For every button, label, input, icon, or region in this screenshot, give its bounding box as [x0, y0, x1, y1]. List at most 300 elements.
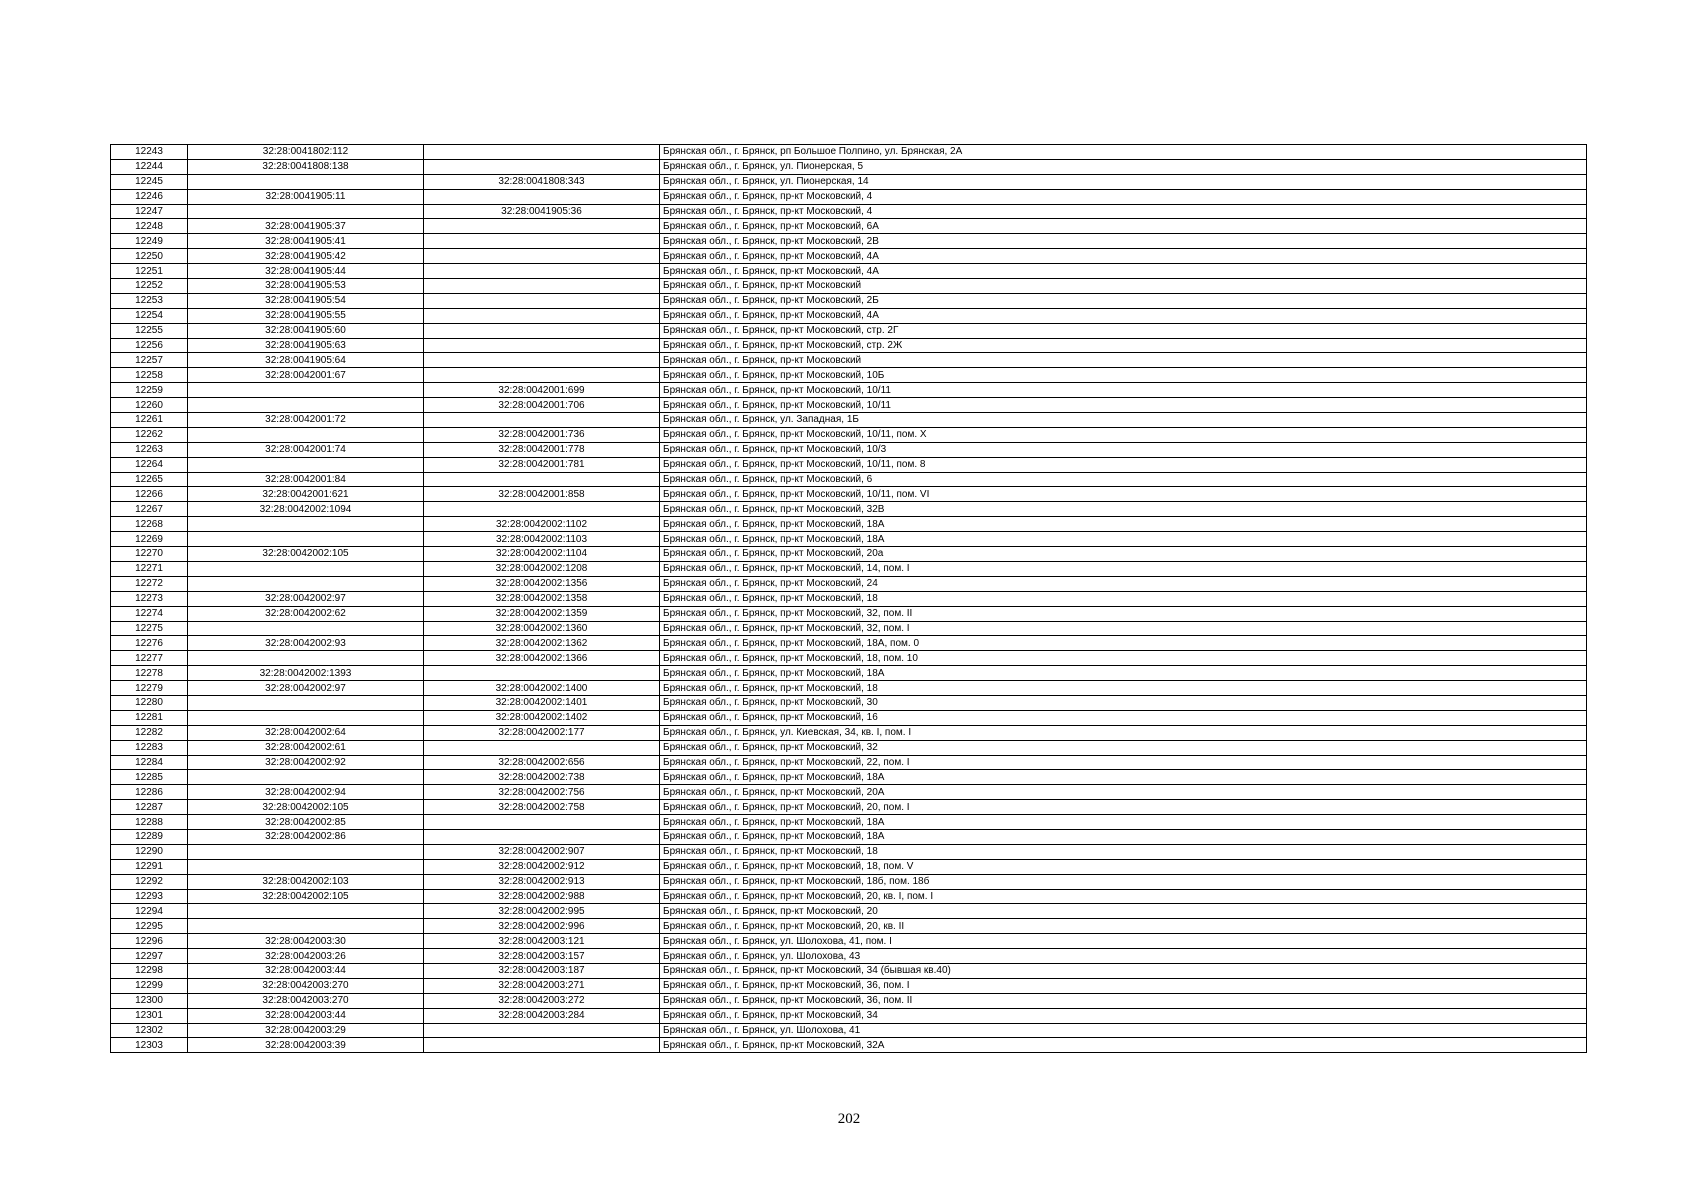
address: Брянская обл., г. Брянск, пр-кт Московский, 32, пом. I	[660, 621, 1587, 636]
land-cadastral-number: 32:28:0042001:84	[188, 472, 424, 487]
registry-table-body	[111, 145, 1587, 1053]
row-number: 12275	[111, 621, 188, 636]
land-cadastral-number	[188, 695, 424, 710]
building-cadastral-number	[424, 815, 660, 830]
address: Брянская обл., г. Брянск, пр-кт Московский, 2В	[660, 234, 1587, 249]
table-row	[111, 740, 1587, 755]
building-cadastral-number: 32:28:0042002:912	[424, 859, 660, 874]
building-cadastral-number: 32:28:0042001:736	[424, 427, 660, 442]
land-cadastral-number	[188, 844, 424, 859]
address: Брянская обл., г. Брянск, пр-кт Московский, стр. 2Г	[660, 323, 1587, 338]
table-row	[111, 576, 1587, 591]
address: Брянская обл., г. Брянск, пр-кт Московский, 10/3	[660, 442, 1587, 457]
building-cadastral-number: 32:28:0042002:913	[424, 874, 660, 889]
table-row	[111, 1038, 1587, 1053]
building-cadastral-number: 32:28:0042001:781	[424, 457, 660, 472]
row-number: 12268	[111, 517, 188, 532]
land-cadastral-number: 32:28:0042003:30	[188, 934, 424, 949]
row-number: 12293	[111, 889, 188, 904]
row-number: 12246	[111, 189, 188, 204]
address: Брянская обл., г. Брянск, пр-кт Московский, 10/11	[660, 398, 1587, 413]
land-cadastral-number	[188, 710, 424, 725]
page-number: 202	[837, 1111, 861, 1127]
table-row	[111, 502, 1587, 517]
land-cadastral-number: 32:28:0041905:55	[188, 308, 424, 323]
address: Брянская обл., г. Брянск, пр-кт Московский, 22, пом. I	[660, 755, 1587, 770]
address: Брянская обл., г. Брянск, ул. Западная, 1Б	[660, 413, 1587, 428]
address: Брянская обл., г. Брянск, пр-кт Московский, 6	[660, 472, 1587, 487]
address: Брянская обл., г. Брянск, пр-кт Московский, 20А	[660, 785, 1587, 800]
building-cadastral-number	[424, 1023, 660, 1038]
address: Брянская обл., г. Брянск, пр-кт Московский, 34 (бывшая кв.40)	[660, 963, 1587, 978]
building-cadastral-number	[424, 472, 660, 487]
land-cadastral-number: 32:28:0042002:64	[188, 725, 424, 740]
row-number: 12276	[111, 636, 188, 651]
land-cadastral-number: 32:28:0042002:93	[188, 636, 424, 651]
address: Брянская обл., г. Брянск, ул. Пионерская, 5	[660, 159, 1587, 174]
address: Брянская обл., г. Брянск, пр-кт Московский, 20	[660, 904, 1587, 919]
building-cadastral-number	[424, 234, 660, 249]
row-number: 12300	[111, 993, 188, 1008]
building-cadastral-number: 32:28:0042002:756	[424, 785, 660, 800]
row-number: 12252	[111, 279, 188, 294]
building-cadastral-number	[424, 189, 660, 204]
address: Брянская обл., г. Брянск, пр-кт Московский, 4	[660, 204, 1587, 219]
land-cadastral-number: 32:28:0042001:72	[188, 413, 424, 428]
land-cadastral-number	[188, 517, 424, 532]
address: Брянская обл., г. Брянск, пр-кт Московский, 18	[660, 591, 1587, 606]
row-number: 12272	[111, 576, 188, 591]
land-cadastral-number: 32:28:0042003:270	[188, 993, 424, 1008]
land-cadastral-number: 32:28:0042003:270	[188, 978, 424, 993]
land-cadastral-number: 32:28:0042002:1094	[188, 502, 424, 517]
land-cadastral-number: 32:28:0041905:41	[188, 234, 424, 249]
table-row	[111, 293, 1587, 308]
row-number: 12263	[111, 442, 188, 457]
table-row	[111, 710, 1587, 725]
row-number: 12255	[111, 323, 188, 338]
address: Брянская обл., г. Брянск, пр-кт Московский, 20, кв. II	[660, 919, 1587, 934]
table-row	[111, 681, 1587, 696]
row-number: 12285	[111, 770, 188, 785]
row-number: 12299	[111, 978, 188, 993]
building-cadastral-number: 32:28:0042002:995	[424, 904, 660, 919]
land-cadastral-number: 32:28:0042002:85	[188, 815, 424, 830]
building-cadastral-number: 32:28:0042003:157	[424, 949, 660, 964]
row-number: 12302	[111, 1023, 188, 1038]
building-cadastral-number: 32:28:0042002:1401	[424, 695, 660, 710]
land-cadastral-number: 32:28:0041905:11	[188, 189, 424, 204]
building-cadastral-number: 32:28:0042002:1359	[424, 606, 660, 621]
address: Брянская обл., г. Брянск, ул. Киевская, 34, кв. I, пом. I	[660, 725, 1587, 740]
row-number: 12267	[111, 502, 188, 517]
address: Брянская обл., г. Брянск, пр-кт Московский, 18	[660, 844, 1587, 859]
building-cadastral-number: 32:28:0042002:1402	[424, 710, 660, 725]
address: Брянская обл., г. Брянск, пр-кт Московский, 18А	[660, 770, 1587, 785]
row-number: 12249	[111, 234, 188, 249]
address: Брянская обл., г. Брянск, пр-кт Московский	[660, 279, 1587, 294]
land-cadastral-number	[188, 919, 424, 934]
address: Брянская обл., г. Брянск, пр-кт Московский, 4А	[660, 249, 1587, 264]
building-cadastral-number: 32:28:0042002:738	[424, 770, 660, 785]
table-row	[111, 368, 1587, 383]
building-cadastral-number: 32:28:0042001:706	[424, 398, 660, 413]
land-cadastral-number	[188, 904, 424, 919]
table-row	[111, 606, 1587, 621]
building-cadastral-number: 32:28:0042002:1360	[424, 621, 660, 636]
land-cadastral-number	[188, 651, 424, 666]
land-cadastral-number	[188, 383, 424, 398]
table-row	[111, 204, 1587, 219]
address: Брянская обл., г. Брянск, пр-кт Московский, 36, пом. II	[660, 993, 1587, 1008]
row-number: 12279	[111, 681, 188, 696]
row-number: 12296	[111, 934, 188, 949]
row-number: 12292	[111, 874, 188, 889]
row-number: 12257	[111, 353, 188, 368]
land-cadastral-number: 32:28:0042002:61	[188, 740, 424, 755]
building-cadastral-number	[424, 740, 660, 755]
building-cadastral-number: 32:28:0041808:343	[424, 174, 660, 189]
row-number: 12280	[111, 695, 188, 710]
table-row	[111, 651, 1587, 666]
row-number: 12283	[111, 740, 188, 755]
land-cadastral-number	[188, 457, 424, 472]
address: Брянская обл., г. Брянск, ул. Пионерская, 14	[660, 174, 1587, 189]
row-number: 12269	[111, 532, 188, 547]
table-row	[111, 234, 1587, 249]
row-number: 12262	[111, 427, 188, 442]
building-cadastral-number: 32:28:0042002:177	[424, 725, 660, 740]
land-cadastral-number: 32:28:0042002:103	[188, 874, 424, 889]
building-cadastral-number	[424, 502, 660, 517]
address: Брянская обл., г. Брянск, пр-кт Московский, 32В	[660, 502, 1587, 517]
row-number: 12301	[111, 1008, 188, 1023]
land-cadastral-number: 32:28:0042001:67	[188, 368, 424, 383]
land-cadastral-number: 32:28:0042002:94	[188, 785, 424, 800]
table-row	[111, 532, 1587, 547]
table-row	[111, 189, 1587, 204]
building-cadastral-number: 32:28:0042002:996	[424, 919, 660, 934]
row-number: 12284	[111, 755, 188, 770]
table-row	[111, 621, 1587, 636]
address: Брянская обл., г. Брянск, пр-кт Московский, 10/11	[660, 383, 1587, 398]
land-cadastral-number: 32:28:0041808:138	[188, 159, 424, 174]
address: Брянская обл., г. Брянск, ул. Шолохова, 43	[660, 949, 1587, 964]
address: Брянская обл., г. Брянск, ул. Шолохова, 41	[660, 1023, 1587, 1038]
table-row	[111, 904, 1587, 919]
land-cadastral-number: 32:28:0042002:92	[188, 755, 424, 770]
land-cadastral-number: 32:28:0042002:97	[188, 591, 424, 606]
row-number: 12281	[111, 710, 188, 725]
table-row	[111, 1023, 1587, 1038]
address: Брянская обл., г. Брянск, пр-кт Московский, 4	[660, 189, 1587, 204]
land-cadastral-number: 32:28:0042002:105	[188, 800, 424, 815]
land-cadastral-number: 32:28:0042002:105	[188, 889, 424, 904]
land-cadastral-number: 32:28:0041905:53	[188, 279, 424, 294]
address: Брянская обл., г. Брянск, пр-кт Московский, 18, пом. 10	[660, 651, 1587, 666]
row-number: 12271	[111, 561, 188, 576]
address: Брянская обл., г. Брянск, пр-кт Московский, 4А	[660, 264, 1587, 279]
row-number: 12266	[111, 487, 188, 502]
row-number: 12288	[111, 815, 188, 830]
building-cadastral-number: 32:28:0042002:1104	[424, 547, 660, 562]
land-cadastral-number	[188, 621, 424, 636]
address: Брянская обл., г. Брянск, пр-кт Московский, 36, пом. I	[660, 978, 1587, 993]
table-row	[111, 323, 1587, 338]
land-cadastral-number	[188, 532, 424, 547]
row-number: 12261	[111, 413, 188, 428]
row-number: 12264	[111, 457, 188, 472]
table-row	[111, 859, 1587, 874]
building-cadastral-number: 32:28:0042002:1400	[424, 681, 660, 696]
land-cadastral-number	[188, 174, 424, 189]
building-cadastral-number	[424, 279, 660, 294]
table-row	[111, 338, 1587, 353]
land-cadastral-number: 32:28:0042003:29	[188, 1023, 424, 1038]
address: Брянская обл., г. Брянск, пр-кт Московский, 18А, пом. 0	[660, 636, 1587, 651]
row-number: 12294	[111, 904, 188, 919]
address: Брянская обл., г. Брянск, пр-кт Московский, 10Б	[660, 368, 1587, 383]
row-number: 12291	[111, 859, 188, 874]
building-cadastral-number: 32:28:0042003:271	[424, 978, 660, 993]
table-row	[111, 785, 1587, 800]
row-number: 12245	[111, 174, 188, 189]
building-cadastral-number: 32:28:0042002:1358	[424, 591, 660, 606]
table-row	[111, 770, 1587, 785]
building-cadastral-number: 32:28:0042003:284	[424, 1008, 660, 1023]
row-number: 12247	[111, 204, 188, 219]
address: Брянская обл., г. Брянск, пр-кт Московский, 18А	[660, 532, 1587, 547]
row-number: 12273	[111, 591, 188, 606]
table-row	[111, 815, 1587, 830]
row-number: 12270	[111, 547, 188, 562]
land-cadastral-number	[188, 561, 424, 576]
building-cadastral-number: 32:28:0042002:1356	[424, 576, 660, 591]
row-number: 12286	[111, 785, 188, 800]
row-number: 12274	[111, 606, 188, 621]
building-cadastral-number: 32:28:0042001:778	[424, 442, 660, 457]
table-row	[111, 353, 1587, 368]
table-row	[111, 591, 1587, 606]
table-row	[111, 889, 1587, 904]
building-cadastral-number: 32:28:0041905:36	[424, 204, 660, 219]
address: Брянская обл., г. Брянск, пр-кт Московский, 18А	[660, 829, 1587, 844]
table-row	[111, 249, 1587, 264]
building-cadastral-number: 32:28:0042002:1103	[424, 532, 660, 547]
table-row	[111, 800, 1587, 815]
table-row	[111, 755, 1587, 770]
address: Брянская обл., г. Брянск, рп Большое Полпино, ул. Брянская, 2А	[660, 145, 1587, 160]
table-row	[111, 919, 1587, 934]
table-row	[111, 695, 1587, 710]
table-row	[111, 308, 1587, 323]
land-cadastral-number: 32:28:0042001:621	[188, 487, 424, 502]
land-cadastral-number: 32:28:0041905:54	[188, 293, 424, 308]
table-row	[111, 472, 1587, 487]
row-number: 12253	[111, 293, 188, 308]
address: Брянская обл., г. Брянск, пр-кт Московский, 10/11, пом. 8	[660, 457, 1587, 472]
address: Брянская обл., г. Брянск, пр-кт Московский, 4А	[660, 308, 1587, 323]
table-row	[111, 145, 1587, 160]
building-cadastral-number: 32:28:0042002:1366	[424, 651, 660, 666]
address: Брянская обл., г. Брянск, пр-кт Московский, 14, пом. I	[660, 561, 1587, 576]
row-number: 12256	[111, 338, 188, 353]
row-number: 12289	[111, 829, 188, 844]
table-row	[111, 517, 1587, 532]
row-number: 12259	[111, 383, 188, 398]
address: Брянская обл., г. Брянск, пр-кт Московский, 6А	[660, 219, 1587, 234]
building-cadastral-number: 32:28:0042001:858	[424, 487, 660, 502]
building-cadastral-number	[424, 293, 660, 308]
building-cadastral-number: 32:28:0042002:1362	[424, 636, 660, 651]
registry-table	[110, 144, 1587, 1053]
row-number: 12298	[111, 963, 188, 978]
address: Брянская обл., г. Брянск, пр-кт Московский, 32	[660, 740, 1587, 755]
land-cadastral-number	[188, 398, 424, 413]
row-number: 12244	[111, 159, 188, 174]
row-number: 12278	[111, 666, 188, 681]
land-cadastral-number: 32:28:0042001:74	[188, 442, 424, 457]
building-cadastral-number	[424, 264, 660, 279]
address: Брянская обл., г. Брянск, пр-кт Московский, 20а	[660, 547, 1587, 562]
table-row	[111, 934, 1587, 949]
land-cadastral-number: 32:28:0042002:1393	[188, 666, 424, 681]
table-row	[111, 993, 1587, 1008]
table-row	[111, 219, 1587, 234]
land-cadastral-number: 32:28:0042002:105	[188, 547, 424, 562]
land-cadastral-number: 32:28:0042002:86	[188, 829, 424, 844]
row-number: 12287	[111, 800, 188, 815]
table-row	[111, 949, 1587, 964]
row-number: 12251	[111, 264, 188, 279]
address: Брянская обл., г. Брянск, пр-кт Московский, 20, пом. I	[660, 800, 1587, 815]
table-row	[111, 413, 1587, 428]
row-number: 12290	[111, 844, 188, 859]
land-cadastral-number	[188, 576, 424, 591]
address: Брянская обл., г. Брянск, пр-кт Московский, 18	[660, 681, 1587, 696]
table-row	[111, 666, 1587, 681]
building-cadastral-number	[424, 249, 660, 264]
land-cadastral-number: 32:28:0042003:26	[188, 949, 424, 964]
land-cadastral-number: 32:28:0042003:44	[188, 963, 424, 978]
table-row	[111, 547, 1587, 562]
building-cadastral-number: 32:28:0042003:121	[424, 934, 660, 949]
land-cadastral-number: 32:28:0041905:63	[188, 338, 424, 353]
building-cadastral-number	[424, 219, 660, 234]
land-cadastral-number: 32:28:0041905:64	[188, 353, 424, 368]
table-row	[111, 487, 1587, 502]
building-cadastral-number: 32:28:0042003:187	[424, 963, 660, 978]
row-number: 12248	[111, 219, 188, 234]
building-cadastral-number: 32:28:0042002:907	[424, 844, 660, 859]
building-cadastral-number: 32:28:0042002:656	[424, 755, 660, 770]
table-row	[111, 725, 1587, 740]
land-cadastral-number: 32:28:0041802:112	[188, 145, 424, 160]
building-cadastral-number	[424, 1038, 660, 1053]
land-cadastral-number: 32:28:0042003:39	[188, 1038, 424, 1053]
building-cadastral-number	[424, 353, 660, 368]
building-cadastral-number: 32:28:0042003:272	[424, 993, 660, 1008]
address: Брянская обл., г. Брянск, пр-кт Московский, 24	[660, 576, 1587, 591]
row-number: 12258	[111, 368, 188, 383]
address: Брянская обл., г. Брянск, пр-кт Московский	[660, 353, 1587, 368]
building-cadastral-number	[424, 666, 660, 681]
address: Брянская обл., г. Брянск, пр-кт Московский, 34	[660, 1008, 1587, 1023]
table-row	[111, 561, 1587, 576]
building-cadastral-number: 32:28:0042002:758	[424, 800, 660, 815]
row-number: 12260	[111, 398, 188, 413]
row-number: 12282	[111, 725, 188, 740]
row-number: 12250	[111, 249, 188, 264]
building-cadastral-number: 32:28:0042002:988	[424, 889, 660, 904]
table-row	[111, 844, 1587, 859]
land-cadastral-number	[188, 770, 424, 785]
address: Брянская обл., г. Брянск, пр-кт Московский, 32, пом. II	[660, 606, 1587, 621]
address: Брянская обл., г. Брянск, пр-кт Московский, 30	[660, 695, 1587, 710]
table-row	[111, 398, 1587, 413]
address: Брянская обл., г. Брянск, пр-кт Московский, 32А	[660, 1038, 1587, 1053]
table-row	[111, 279, 1587, 294]
address: Брянская обл., г. Брянск, пр-кт Московский, 10/11, пом. X	[660, 427, 1587, 442]
land-cadastral-number: 32:28:0042002:62	[188, 606, 424, 621]
address: Брянская обл., г. Брянск, пр-кт Московский, 18, пом. V	[660, 859, 1587, 874]
row-number: 12295	[111, 919, 188, 934]
land-cadastral-number: 32:28:0041905:60	[188, 323, 424, 338]
table-row	[111, 264, 1587, 279]
address: Брянская обл., г. Брянск, пр-кт Московский, 2Б	[660, 293, 1587, 308]
building-cadastral-number: 32:28:0042002:1102	[424, 517, 660, 532]
row-number: 12265	[111, 472, 188, 487]
address: Брянская обл., г. Брянск, пр-кт Московский, 18А	[660, 666, 1587, 681]
table-row	[111, 159, 1587, 174]
address: Брянская обл., г. Брянск, пр-кт Московский, 20, кв. I, пом. I	[660, 889, 1587, 904]
table-row	[111, 174, 1587, 189]
row-number: 12243	[111, 145, 188, 160]
land-cadastral-number: 32:28:0041905:37	[188, 219, 424, 234]
address: Брянская обл., г. Брянск, пр-кт Московский, 16	[660, 710, 1587, 725]
building-cadastral-number	[424, 145, 660, 160]
table-row	[111, 457, 1587, 472]
row-number: 12303	[111, 1038, 188, 1053]
table-row	[111, 383, 1587, 398]
land-cadastral-number: 32:28:0042003:44	[188, 1008, 424, 1023]
land-cadastral-number	[188, 427, 424, 442]
table-row	[111, 874, 1587, 889]
land-cadastral-number	[188, 204, 424, 219]
address: Брянская обл., г. Брянск, пр-кт Московский, стр. 2Ж	[660, 338, 1587, 353]
address: Брянская обл., г. Брянск, пр-кт Московский, 18б, пом. 18б	[660, 874, 1587, 889]
building-cadastral-number: 32:28:0042001:699	[424, 383, 660, 398]
address: Брянская обл., г. Брянск, пр-кт Московский, 18А	[660, 815, 1587, 830]
building-cadastral-number	[424, 338, 660, 353]
building-cadastral-number	[424, 308, 660, 323]
table-row	[111, 442, 1587, 457]
table-row	[111, 1008, 1587, 1023]
land-cadastral-number	[188, 859, 424, 874]
building-cadastral-number	[424, 159, 660, 174]
address: Брянская обл., г. Брянск, пр-кт Московский, 18А	[660, 517, 1587, 532]
land-cadastral-number: 32:28:0041905:42	[188, 249, 424, 264]
table-row	[111, 636, 1587, 651]
land-cadastral-number: 32:28:0042002:97	[188, 681, 424, 696]
table-row	[111, 829, 1587, 844]
table-row	[111, 978, 1587, 993]
row-number: 12297	[111, 949, 188, 964]
building-cadastral-number	[424, 829, 660, 844]
row-number: 12277	[111, 651, 188, 666]
building-cadastral-number	[424, 323, 660, 338]
table-row	[111, 963, 1587, 978]
